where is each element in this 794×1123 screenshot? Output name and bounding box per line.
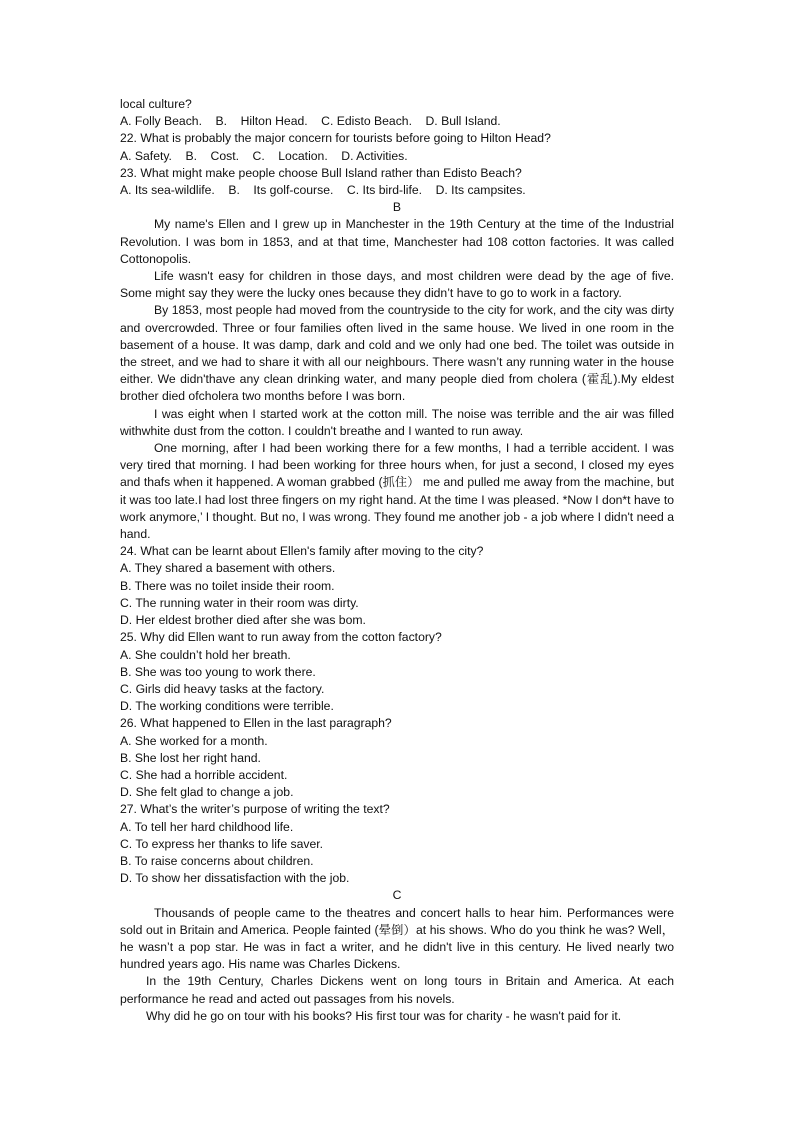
answer-option: D. She felt glad to change a job.	[120, 785, 294, 800]
question-stem: 26. What happened to Ellen in the last paragraph?	[120, 716, 392, 731]
answer-option: A. They shared a basement with others.	[120, 561, 336, 576]
passage-b-paragraph: My name's Ellen and I grew up in Manchester in the 19th Century at the time of the Industrial Revolution. I was bom in 1853, and at that time, Manchester had 108 cotton factories. It was called Cottonopolis.	[120, 217, 674, 266]
q23-options: A. Its sea-wildlife. B. Its golf-course. C. Its bird-life. D. Its campsites.	[120, 183, 526, 198]
answer-option: A. She couldn’t hold her breath.	[120, 647, 291, 662]
answer-option: D. Her eldest brother died after she was bom.	[120, 613, 366, 628]
passage-c-paragraph: Why did he go on tour with his books? His first tour was for charity - he wasn't paid for it.	[146, 1008, 622, 1023]
section-b-heading: B	[392, 200, 402, 215]
answer-option: C. To express her thanks to life saver.	[120, 836, 323, 851]
section-c-heading: C	[392, 888, 402, 903]
q22-options: A. Safety. B. Cost. C. Location. D. Activities.	[120, 148, 408, 163]
passage-b-paragraph: One morning, after I had been working there for a few months, I had a terrible accident. I was very tired that morning. I had been working for three hours when, for just a second, I closed my eyes and thafs when it happened. A woman grabbed (抓住） me and pulled me away from the machine, but it was too late.I had lost three fingers on my right hand. At the time I was pleased. *Now I don*t have to work anymore,’ I thought. But no, I was wrong. They found me another job - a job where I didn't need a hand.	[120, 441, 674, 542]
answer-option: B. To raise concerns about children.	[120, 853, 314, 868]
answer-option: D. The working conditions were terrible.	[120, 699, 334, 714]
passage-c-paragraph: In the 19th Century, Charles Dickens went on long tours in Britain and America. At each performance he read and acted out passages from his novels.	[120, 974, 674, 1006]
q23-stem: 23. What might make people choose Bull Island rather than Edisto Beach?	[120, 165, 522, 180]
q21-continuation: local culture?	[120, 97, 192, 111]
question-stem: 27. What’s the writer’s purpose of writing the text?	[120, 802, 390, 817]
answer-option: C. The running water in their room was dirty.	[120, 595, 359, 610]
document-page	[120, 96, 674, 1025]
passage-c-paragraph: Thousands of people came to the theatres and concert halls to hear him. Performances were sold out in Britain and America. People fainted (晕倒）at his shows. Who do you think he was? Well，he wasn’t a pop star. He was in fact a writer, and he didn't live in this century. He lived nearly two hundred years ago. His name was Charles Dickens.	[120, 905, 674, 972]
passage-b-paragraph: By 1853, most people had moved from the countryside to the city for work, and the city was dirty and overcrowded. Three or four families often lived in the same house. We lived in one room in the basement of a house. It was damp, dark and cold and we only had one bed. The toilet was outside in the street, and we had to share it with all our neighbours. There wasn’t any running water in the house either. We didn'thave any clean drinking water, and many people died from cholera (霍乱).My eldest brother died ofcholera two months before I was born.	[120, 303, 674, 404]
answer-option: C. Girls did heavy tasks at the factory.	[120, 681, 325, 696]
answer-option: A. To tell her hard childhood life.	[120, 819, 294, 834]
question-24	[120, 543, 674, 629]
passage-b-paragraph: Life wasn't easy for children in those days, and most children were dead by the age of five. Some might say they were the lucky ones because they didn’t have to go to work in a factory.	[120, 269, 674, 301]
q21-options: A. Folly Beach. B. Hilton Head. C. Edisto Beach. D. Bull Island.	[120, 114, 501, 129]
question-26	[120, 715, 674, 801]
question-stem: 25. Why did Ellen want to run away from the cotton factory?	[120, 630, 442, 645]
question-27	[120, 801, 674, 887]
answer-option: B. There was no toilet inside their room.	[120, 578, 335, 593]
q22-stem: 22. What is probably the major concern for tourists before going to Hilton Head?	[120, 131, 551, 146]
question-stem: 24. What can be learnt about Ellen's family after moving to the city?	[120, 544, 484, 559]
answer-option: B. She was too young to work there.	[120, 664, 316, 679]
answer-option: C. She had a horrible accident.	[120, 767, 288, 782]
passage-b-paragraph: I was eight when I started work at the cotton mill. The noise was terrible and the air was filled withwhite dust from the cotton. I couldn't breathe and I wanted to run away.	[120, 406, 674, 438]
question-25	[120, 629, 674, 715]
answer-option: D. To show her dissatisfaction with the job.	[120, 871, 350, 886]
answer-option: A. She worked for a month.	[120, 733, 268, 748]
answer-option: B. She lost her right hand.	[120, 750, 261, 765]
